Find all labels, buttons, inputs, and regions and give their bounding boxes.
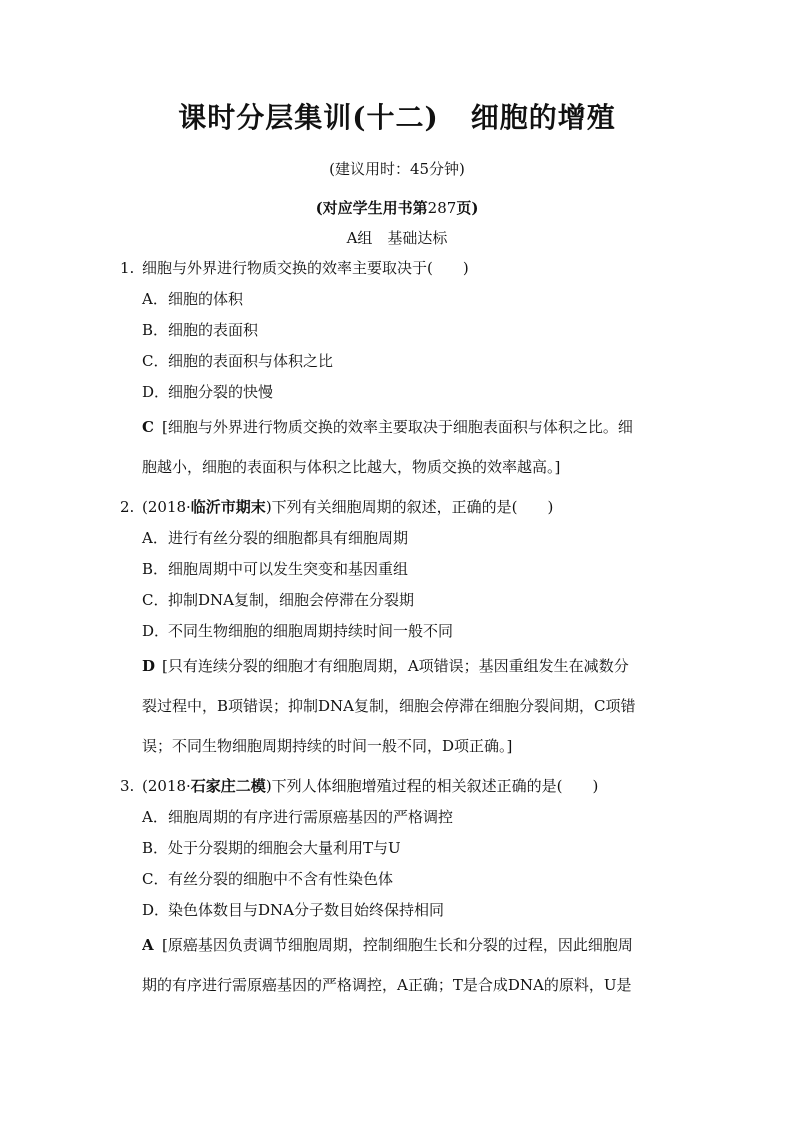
option-d	[120, 621, 680, 652]
explanation-line: 胞越小，细胞的表面积与体积之比越大，物质交换的效率越高。]	[142, 458, 561, 476]
group-heading: A组 基础达标	[346, 229, 448, 247]
option-label: C．	[142, 870, 169, 888]
question-number: 3.	[120, 777, 135, 795]
book-reference	[0, 197, 794, 218]
option-label: A．	[142, 529, 168, 547]
option-text: 不同生物细胞的细胞周期持续时间一般不同	[168, 622, 454, 640]
explanation-line	[142, 417, 680, 457]
question-stem	[120, 497, 680, 528]
book-ref-page: 287	[427, 199, 457, 217]
explanation-line: 误；不同生物细胞周期持续的时间一般不同，D项正确。]	[142, 737, 513, 755]
question-source-prefix: (2018·	[142, 777, 191, 795]
question-3	[120, 776, 680, 1015]
option-label: B．	[142, 321, 169, 339]
answer-block	[120, 417, 680, 497]
option-d	[120, 382, 680, 413]
option-text: 抑制DNA复制，细胞会停滞在分裂期	[168, 591, 414, 609]
option-c	[120, 351, 680, 382]
question-source: 临沂市期末	[190, 498, 266, 516]
option-label: D．	[142, 383, 170, 401]
option-text: 有丝分裂的细胞中不含有性染色体	[168, 870, 394, 888]
question-source-prefix: (2018·	[142, 498, 191, 516]
option-text: 细胞分裂的快慢	[168, 383, 274, 401]
option-c	[120, 590, 680, 621]
question-stem	[120, 258, 680, 289]
explanation-line: 裂过程中，B项错误；抑制DNA复制，细胞会停滞在细胞分裂间期，C项错	[142, 697, 636, 715]
option-label: D．	[142, 622, 170, 640]
explanation-line	[142, 935, 680, 975]
option-text: 细胞的表面积与体积之比	[168, 352, 334, 370]
option-text: 处于分裂期的细胞会大量利用T与U	[168, 839, 401, 857]
explanation-line: 期的有序进行需原癌基因的严格调控，A正确；T是合成DNA的原料，U是	[142, 976, 632, 994]
option-b	[120, 559, 680, 590]
question-number: 2.	[120, 498, 135, 516]
question-list	[120, 258, 680, 1015]
question-2	[120, 497, 680, 776]
title-main: 课时分层集训(十二)	[178, 101, 439, 134]
option-b	[120, 320, 680, 351]
option-label: A．	[142, 290, 168, 308]
question-text: 细胞与外界进行物质交换的效率主要取决于( )	[142, 259, 469, 277]
answer-key: C	[142, 418, 154, 436]
book-ref-suffix: 页)	[456, 199, 479, 217]
suggested-time: (建议用时：45分钟)	[329, 160, 465, 178]
option-text: 细胞的体积	[168, 290, 244, 308]
answer-key: D	[142, 657, 156, 675]
option-a	[120, 807, 680, 838]
option-text: 染色体数目与DNA分子数目始终保持相同	[168, 901, 444, 919]
option-b	[120, 838, 680, 869]
option-label: B．	[142, 839, 169, 857]
question-text: )下列有关细胞周期的叙述，正确的是( )	[265, 498, 554, 516]
question-number: 1.	[120, 259, 135, 277]
answer-key: A	[142, 936, 154, 954]
explanation-text: [细胞与外界进行物质交换的效率主要取决于细胞表面积与体积之比。细	[162, 418, 633, 436]
question-text: )下列人体细胞增殖过程的相关叙述正确的是( )	[265, 777, 599, 795]
option-text: 进行有丝分裂的细胞都具有细胞周期	[168, 529, 409, 547]
option-d	[120, 900, 680, 931]
option-a	[120, 528, 680, 559]
explanation-text: [只有连续分裂的细胞才有细胞周期，A项错误；基因重组发生在减数分	[162, 657, 629, 675]
explanation-line	[142, 656, 680, 696]
question-1	[120, 258, 680, 497]
option-label: A．	[142, 808, 168, 826]
answer-block	[120, 935, 680, 1015]
page-title	[0, 96, 794, 136]
option-label: C．	[142, 352, 169, 370]
option-text: 细胞的表面积	[168, 321, 259, 339]
option-text: 细胞周期的有序进行需原癌基因的严格调控	[168, 808, 454, 826]
question-source: 石家庄二模	[190, 777, 266, 795]
option-label: B．	[142, 560, 169, 578]
answer-block	[120, 656, 680, 776]
option-label: C．	[142, 591, 169, 609]
option-a	[120, 289, 680, 320]
title-topic: 细胞的增殖	[470, 101, 616, 134]
explanation-text: [原癌基因负责调节细胞周期，控制细胞生长和分裂的过程，因此细胞周	[162, 936, 633, 954]
book-ref-prefix: (对应学生用书第	[315, 199, 428, 217]
option-c	[120, 869, 680, 900]
question-stem	[120, 776, 680, 807]
option-label: D．	[142, 901, 170, 919]
option-text: 细胞周期中可以发生突变和基因重组	[168, 560, 409, 578]
